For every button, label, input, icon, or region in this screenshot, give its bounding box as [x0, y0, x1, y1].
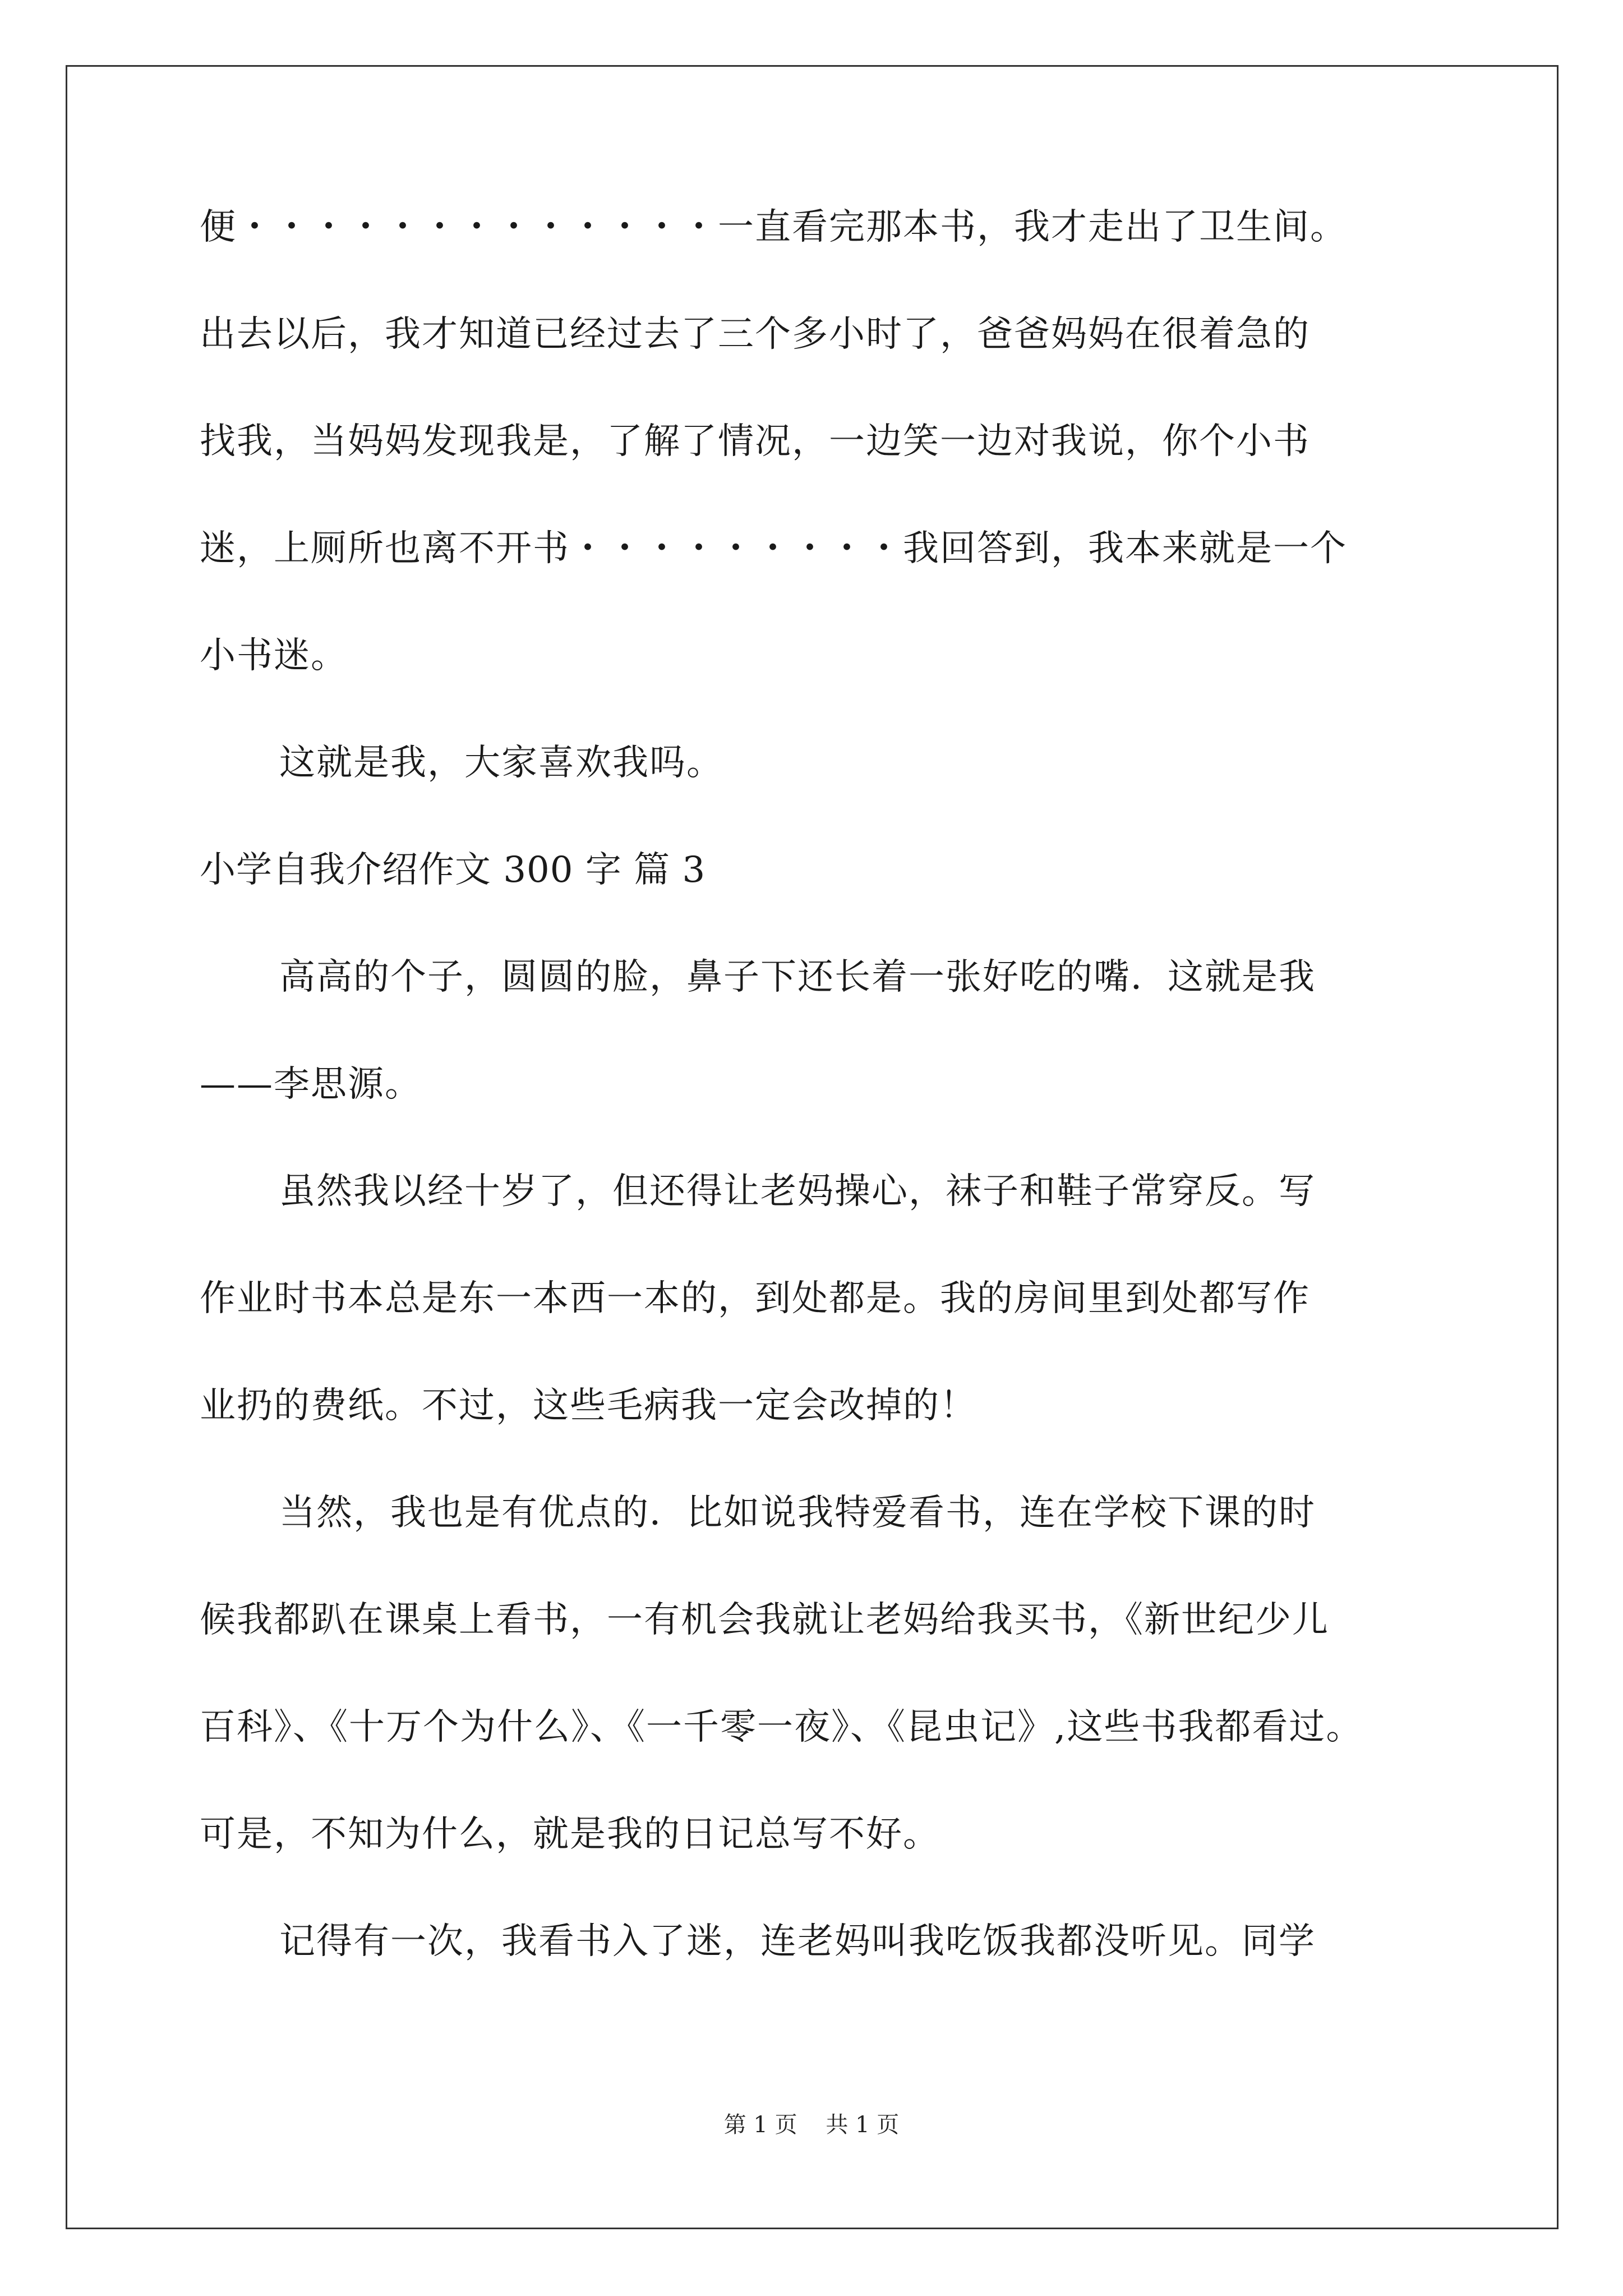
paragraph-line: 百科》、《十万个为什么》、《一千零一夜》、《昆虫记》,这些书我都看过。: [200, 1706, 1363, 1748]
paragraph-line: 业扔的费纸。不过，这些毛病我一定会改掉的！: [200, 1385, 977, 1427]
paragraph-line: 可是，不知为什么，就是我的日记总写不好。: [200, 1814, 940, 1855]
paragraph-line: 迷，上厕所也离不开书・・・・・・・・・我回答到，我本来就是一个: [200, 528, 1347, 569]
paragraph-line: 找我，当妈妈发现我是，了解了情况，一边笑一边对我说，你个小书: [200, 421, 1310, 462]
paragraph-line: 虽然我以经十岁了，但还得让老妈操心，袜子和鞋子常穿反。写: [279, 1171, 1316, 1212]
paragraph-line: 当然，我也是有优点的．比如说我特爱看书，连在学校下课的时: [279, 1492, 1316, 1534]
paragraph-line: 高高的个子，圆圆的脸，鼻子下还长着一张好吃的嘴．这就是我: [279, 956, 1316, 998]
paragraph-line: ——李思源。: [200, 1064, 422, 1105]
paragraph-line: 这就是我，大家喜欢我吗。: [279, 742, 723, 784]
paragraph-line: 候我都趴在课桌上看书，一有机会我就让老妈给我买书，《新世纪少儿: [200, 1599, 1329, 1641]
paragraph-line: 小书迷。: [200, 635, 348, 677]
document-body: [200, 202, 1433, 2023]
paragraph-line: 作业时书本总是东一本西一本的，到处都是。我的房间里到处都写作: [200, 1278, 1310, 1319]
section-heading: 小学自我介绍作文 300 字 篇 3: [200, 849, 706, 891]
paragraph-line: 便・・・・・・・・・・・・・一直看完那本书，我才走出了卫生间。: [200, 206, 1347, 248]
page-number-footer: 第 1 页 共 1 页: [723, 2112, 900, 2138]
paragraph-line: 记得有一次，我看书入了迷，连老妈叫我吃饭我都没听见。同学: [279, 1921, 1316, 1962]
paragraph-line: 出去以后，我才知道已经过去了三个多小时了，爸爸妈妈在很着急的: [200, 314, 1310, 355]
